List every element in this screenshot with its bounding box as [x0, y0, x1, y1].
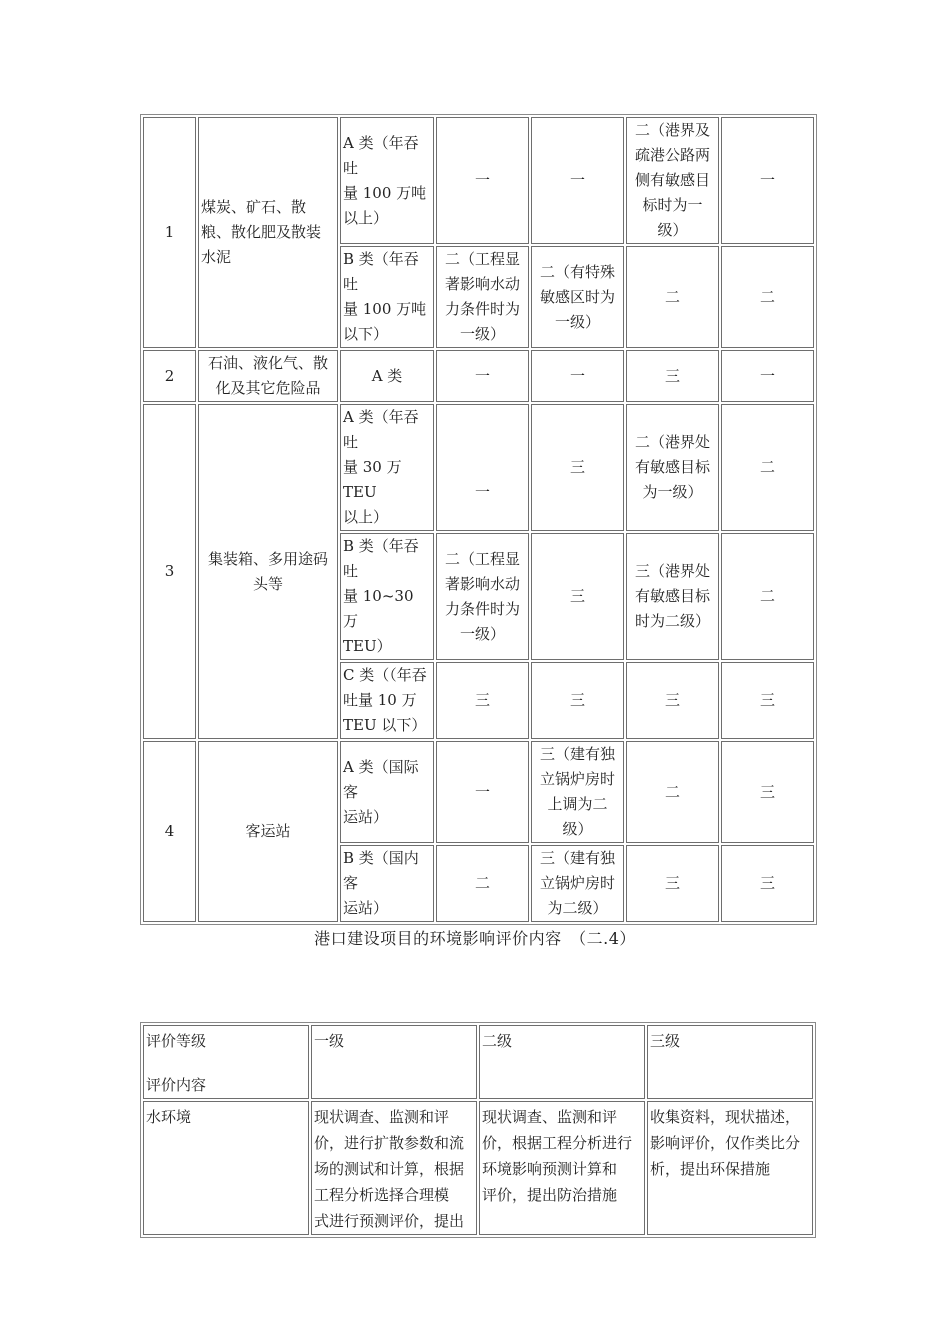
- cell-line: 三: [759, 691, 775, 709]
- grade-cell: [626, 845, 719, 922]
- cell-line: 价，根据工程分析进行: [482, 1134, 633, 1152]
- cell-line: 收集资料，现状描述，: [650, 1108, 801, 1126]
- cell-line: TEU 以下）: [343, 716, 427, 734]
- cell-line: 价，进行扩散参数和流: [314, 1134, 465, 1152]
- grade-cell: [531, 404, 624, 531]
- cell-line: 二: [474, 874, 490, 892]
- cell-line: A 类: [371, 366, 403, 385]
- table-row: [143, 404, 814, 531]
- cargo-type-cell: 煤炭、矿石、散粮、散化肥及散装水泥: [198, 117, 338, 348]
- class-cell: [340, 662, 434, 739]
- grade-cell: [626, 350, 719, 402]
- grade-cell: [626, 117, 719, 244]
- cell-line: 三: [569, 691, 585, 709]
- cell-line: 三: [474, 691, 490, 709]
- header-label-cell: [143, 1025, 309, 1099]
- cell-line: 现状调查、监测和评: [314, 1108, 450, 1126]
- grade-cell: [436, 662, 529, 739]
- cell-line: 量 30 万 TEU: [343, 458, 402, 501]
- grade-cell: [436, 117, 529, 244]
- cell-line: 疏港公路两: [634, 146, 710, 164]
- class-cell: [340, 741, 434, 843]
- cell-line: 吐量 10 万: [343, 691, 417, 709]
- cell-line: 量 100 万吨: [343, 300, 427, 318]
- cell-line: 以下）: [343, 325, 389, 343]
- cell-line: 敏感区时为: [539, 287, 615, 306]
- grade-cell: [721, 117, 814, 244]
- grade-cell: [626, 246, 719, 348]
- cell-line: 三: [664, 691, 680, 709]
- grade-cell: [626, 741, 719, 843]
- cell-line: 力条件时为: [444, 300, 520, 318]
- cell-line: 二（港界及: [634, 121, 710, 139]
- row-number: 3: [143, 404, 196, 739]
- cell-line: TEU）: [343, 637, 392, 655]
- cell-line: 二（有特殊: [539, 262, 615, 281]
- class-cell: [340, 350, 434, 402]
- cell-line: 三（建有独: [539, 745, 615, 763]
- grade-cell: [436, 246, 529, 348]
- cell-line: 以上）: [343, 508, 389, 526]
- header-label-top: 评价等级: [146, 1032, 207, 1050]
- cell-line: 一级）: [459, 325, 505, 343]
- cell-line: 场的测试和计算，根据: [314, 1160, 465, 1178]
- header-grade-1: 一级: [311, 1025, 477, 1099]
- table-row: [143, 117, 814, 244]
- class-cell: [340, 845, 434, 922]
- cell-line: 侧有敏感目: [634, 171, 710, 189]
- cell-line: 评价，提出防治措施: [482, 1186, 618, 1204]
- grade-cell: [531, 246, 624, 348]
- grade-cell: [531, 741, 624, 843]
- cell-line: 二（工程显: [444, 250, 520, 268]
- cell-line: B 类（年吞吐: [343, 250, 419, 293]
- cell-line: A 类（国际客: [343, 757, 419, 801]
- cell-line: 运站）: [343, 899, 389, 917]
- grade-cell: [721, 662, 814, 739]
- cell-line: 工程分析选择合理模: [314, 1186, 450, 1204]
- table-row: [143, 741, 814, 843]
- cell-line: 一: [759, 171, 775, 189]
- cell-line: 量 100 万吨: [343, 183, 427, 202]
- cell-line: 量 10~30 万: [343, 587, 414, 630]
- cell-line: 标时为一: [642, 196, 703, 214]
- cell-line: 现状调查、监测和评: [482, 1108, 618, 1126]
- grade-cell: [721, 741, 814, 843]
- table-row: [143, 350, 814, 402]
- cell-line: 有敏感目标: [634, 458, 710, 476]
- class-cell: [340, 246, 434, 348]
- cell-line: 二: [759, 587, 775, 605]
- cell-line: 环境影响预测计算和: [482, 1160, 618, 1178]
- cell-line: 影响评价，仅作类比分: [650, 1134, 801, 1152]
- table-row: [143, 1101, 813, 1235]
- content-cell: [647, 1101, 813, 1235]
- cell-line: [439, 430, 526, 455]
- cell-line: 一: [569, 366, 585, 385]
- header-grade-3: 三级: [647, 1025, 813, 1099]
- cell-line: 式进行预测评价，提出: [314, 1212, 465, 1230]
- cell-line: 三: [569, 458, 585, 476]
- cell-line: 上调为二: [547, 795, 608, 813]
- cell-line: 著影响水动: [444, 275, 520, 293]
- cell-line: 三（建有独: [539, 849, 615, 867]
- grade-cell: [436, 350, 529, 402]
- grade-classification-table: [140, 114, 817, 925]
- table-header-row: [143, 1025, 813, 1099]
- cell-line: 一级）: [459, 624, 505, 643]
- cell-line: 二: [759, 287, 775, 306]
- grade-cell: [721, 246, 814, 348]
- cell-line: 为一级）: [642, 483, 703, 501]
- cell-line: A 类（年吞吐: [343, 133, 419, 177]
- cargo-type-cell: 石油、液化气、散化及其它危险品: [198, 350, 338, 402]
- cell-line: 一: [474, 171, 490, 189]
- row-number: 4: [143, 741, 196, 922]
- cell-line: 一: [569, 171, 585, 189]
- row-number: 2: [143, 350, 196, 402]
- cell-line: 一: [474, 483, 490, 501]
- class-cell: [340, 117, 434, 244]
- grade-cell: [721, 845, 814, 922]
- assessment-content-table: [140, 1022, 816, 1238]
- cell-line: 立锅炉房时: [539, 874, 615, 892]
- grade-cell: [531, 662, 624, 739]
- grade-cell: [721, 404, 814, 531]
- grade-cell: [436, 845, 529, 922]
- grade-cell: [721, 350, 814, 402]
- cell-line: 一: [474, 366, 490, 385]
- row-number: 1: [143, 117, 196, 348]
- cell-line: 二（工程显: [444, 549, 520, 568]
- cell-line: A 类（年吞吐: [343, 408, 419, 451]
- cell-line: 级）: [657, 221, 688, 239]
- cell-line: 为二级）: [547, 899, 608, 917]
- cell-line: 二（港界处: [634, 433, 710, 451]
- class-cell: [340, 533, 434, 660]
- cell-line: 运站）: [343, 807, 389, 826]
- cell-line: 一: [474, 782, 490, 801]
- cell-line: 有敏感目标: [634, 587, 710, 605]
- cell-line: 立锅炉房时: [539, 770, 615, 788]
- grade-cell: [721, 533, 814, 660]
- cell-line: [439, 455, 526, 480]
- header-label-bottom: 评价内容: [146, 1076, 207, 1094]
- grade-cell: [626, 404, 719, 531]
- cell-line: 三: [664, 874, 680, 892]
- content-cell: [479, 1101, 645, 1235]
- grade-cell: [531, 350, 624, 402]
- cell-line: 一: [759, 366, 775, 385]
- cell-line: 二: [664, 287, 680, 306]
- cell-line: 力条件时为: [444, 599, 520, 618]
- grade-cell: [531, 117, 624, 244]
- class-cell: [340, 404, 434, 531]
- grade-cell: [436, 741, 529, 843]
- cell-line: 三: [664, 366, 680, 385]
- cell-line: 二: [759, 458, 775, 476]
- grade-cell: [531, 533, 624, 660]
- cell-line: 二: [664, 782, 680, 801]
- cell-line: 著影响水动: [444, 574, 520, 593]
- grade-cell: [436, 533, 529, 660]
- cell-line: 三（港界处: [634, 562, 710, 580]
- cell-line: 三: [569, 587, 585, 605]
- cargo-type-cell: 客运站: [198, 741, 338, 922]
- section-title: 港口建设项目的环境影响评价内容 （二.4）: [314, 929, 636, 948]
- cell-line: B 类（国内客: [343, 849, 419, 892]
- content-cell: [311, 1101, 477, 1235]
- cell-line: 三: [759, 782, 775, 801]
- grade-cell: [531, 845, 624, 922]
- cargo-type-cell: 集装箱、多用途码头等: [198, 404, 338, 739]
- header-grade-2: 二级: [479, 1025, 645, 1099]
- cell-line: 级）: [562, 820, 593, 838]
- cell-line: 析，提出环保措施: [650, 1160, 771, 1178]
- cell-line: 以上）: [343, 208, 389, 227]
- cell-line: C 类（（年吞: [343, 666, 427, 684]
- cell-line: 时为二级）: [634, 612, 710, 630]
- grade-cell: [626, 533, 719, 660]
- cell-line: 一级）: [554, 312, 600, 331]
- cell-line: B 类（年吞吐: [343, 537, 419, 580]
- content-item-cell: 水环境: [143, 1101, 309, 1235]
- cell-line: 三: [759, 874, 775, 892]
- grade-cell: [436, 404, 529, 531]
- grade-cell: [626, 662, 719, 739]
